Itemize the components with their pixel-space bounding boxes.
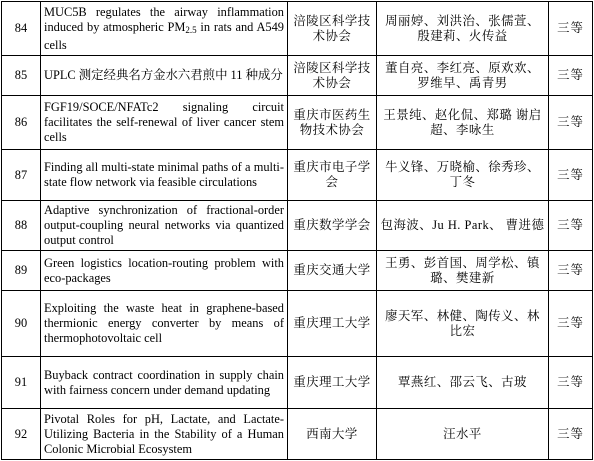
table-row [2, 291, 593, 357]
paper-title: UPLC 测定经典名方金水六君煎中 11 种成分 [41, 56, 288, 96]
authors: 包海波、Ju H. Park、 曹进德 [377, 201, 549, 251]
paper-title: Adaptive synchronization of fractional-order output-coupling neural networks via quantized output control [41, 201, 288, 251]
recommending-organization: 重庆市医药生物技术协会 [288, 96, 377, 150]
award-grade: 三等 [549, 357, 593, 409]
recommending-organization: 西南大学 [288, 409, 377, 460]
table-row [2, 251, 593, 291]
table-row [2, 409, 593, 460]
row-number: 90 [2, 291, 41, 357]
row-number: 91 [2, 357, 41, 409]
paper-title: Finding all multi-state minimal paths of a multi-state flow network via feasible circulations [41, 150, 288, 201]
row-number: 84 [2, 2, 41, 56]
table-row [2, 56, 593, 96]
table-row [2, 96, 593, 150]
authors: 王景纯、赵化侃、郑璐 谢启超、李咏生 [377, 96, 549, 150]
row-number: 87 [2, 150, 41, 201]
authors: 王勇、彭首国、周学松、镇璐、樊建新 [377, 251, 549, 291]
award-grade: 三等 [549, 201, 593, 251]
row-number: 86 [2, 96, 41, 150]
row-number: 88 [2, 201, 41, 251]
recommending-organization: 重庆数学学会 [288, 201, 377, 251]
authors: 廖天军、林健、陶传义、林比宏 [377, 291, 549, 357]
authors: 牛义锋、万晓榆、徐秀珍、丁冬 [377, 150, 549, 201]
authors: 汪水平 [377, 409, 549, 460]
authors: 周丽婷、刘洪治、张儒萱、殷建莉、火传益 [377, 2, 549, 56]
paper-title: Buyback contract coordination in supply chain with fairness concern under demand updating [41, 357, 288, 409]
recommending-organization: 涪陵区科学技术协会 [288, 2, 377, 56]
award-grade: 三等 [549, 251, 593, 291]
awards-table [1, 1, 593, 460]
subscript-text: 2.5 [185, 24, 197, 35]
table-row [2, 2, 593, 56]
paper-title: Pivotal Roles for pH, Lactate, and Lactate-Utilizing Bacteria in the Stability of a Human Colonic Microbial Ecosystem [41, 409, 288, 460]
authors: 董自亮、李红亮、原欢欢、罗维早、禹青男 [377, 56, 549, 96]
authors: 覃燕红、邵云飞、古玻 [377, 357, 549, 409]
recommending-organization: 重庆交通大学 [288, 251, 377, 291]
recommending-organization: 涪陵区科学技术协会 [288, 56, 377, 96]
table-row [2, 201, 593, 251]
award-grade: 三等 [549, 2, 593, 56]
paper-title: Exploiting the waste heat in graphene-based thermionic energy converter by means of thermophotovoltaic cell [41, 291, 288, 357]
row-number: 85 [2, 56, 41, 96]
award-grade: 三等 [549, 409, 593, 460]
row-number: 92 [2, 409, 41, 460]
paper-title-text-end: in rats and A549 cells [44, 19, 284, 52]
award-grade: 三等 [549, 150, 593, 201]
row-number: 89 [2, 251, 41, 291]
paper-title: Green logistics location-routing problem with eco-packages [41, 251, 288, 291]
paper-title: FGF19/SOCE/NFATc2 signaling circuit facilitates the self-renewal of liver cancer stem cells [41, 96, 288, 150]
award-grade: 三等 [549, 96, 593, 150]
recommending-organization: 重庆理工大学 [288, 291, 377, 357]
recommending-organization: 重庆理工大学 [288, 357, 377, 409]
recommending-organization: 重庆市电子学会 [288, 150, 377, 201]
award-grade: 三等 [549, 56, 593, 96]
paper-title-text: MUC5B regulates the airway inflammation induced by atmospheric PM [44, 4, 284, 34]
table-row [2, 150, 593, 201]
table-row [2, 357, 593, 409]
award-grade: 三等 [549, 291, 593, 357]
paper-title [41, 2, 288, 56]
